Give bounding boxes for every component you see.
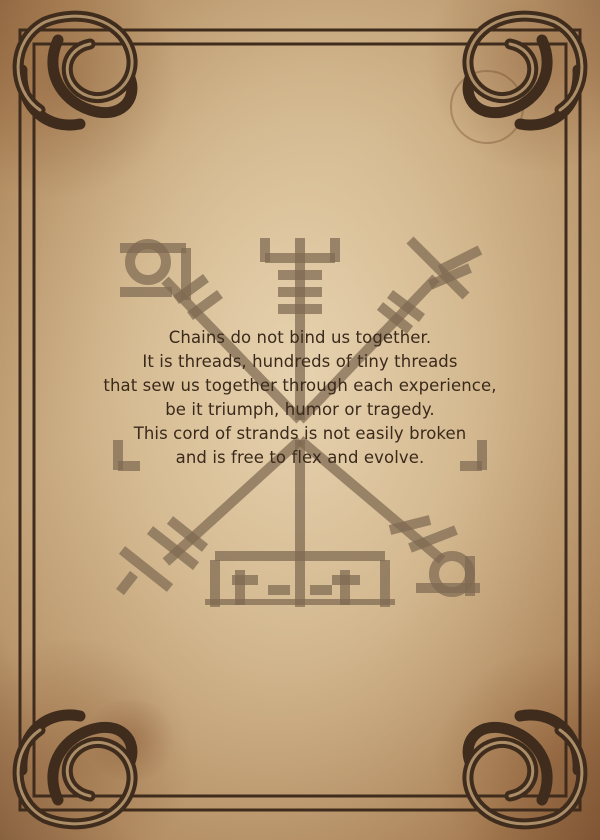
quote-line: that sew us together through each experience, xyxy=(103,376,497,395)
quote-line: This cord of strands is not easily broken xyxy=(133,424,467,443)
quote-line: Chains do not bind us together. xyxy=(168,328,432,347)
quote-line: and is free to flex and evolve. xyxy=(175,448,425,467)
quote-text xyxy=(40,326,560,470)
quote-line: be it triumph, humor or tragedy. xyxy=(165,400,435,419)
quote-line: It is threads, hundreds of tiny threads xyxy=(142,352,458,371)
